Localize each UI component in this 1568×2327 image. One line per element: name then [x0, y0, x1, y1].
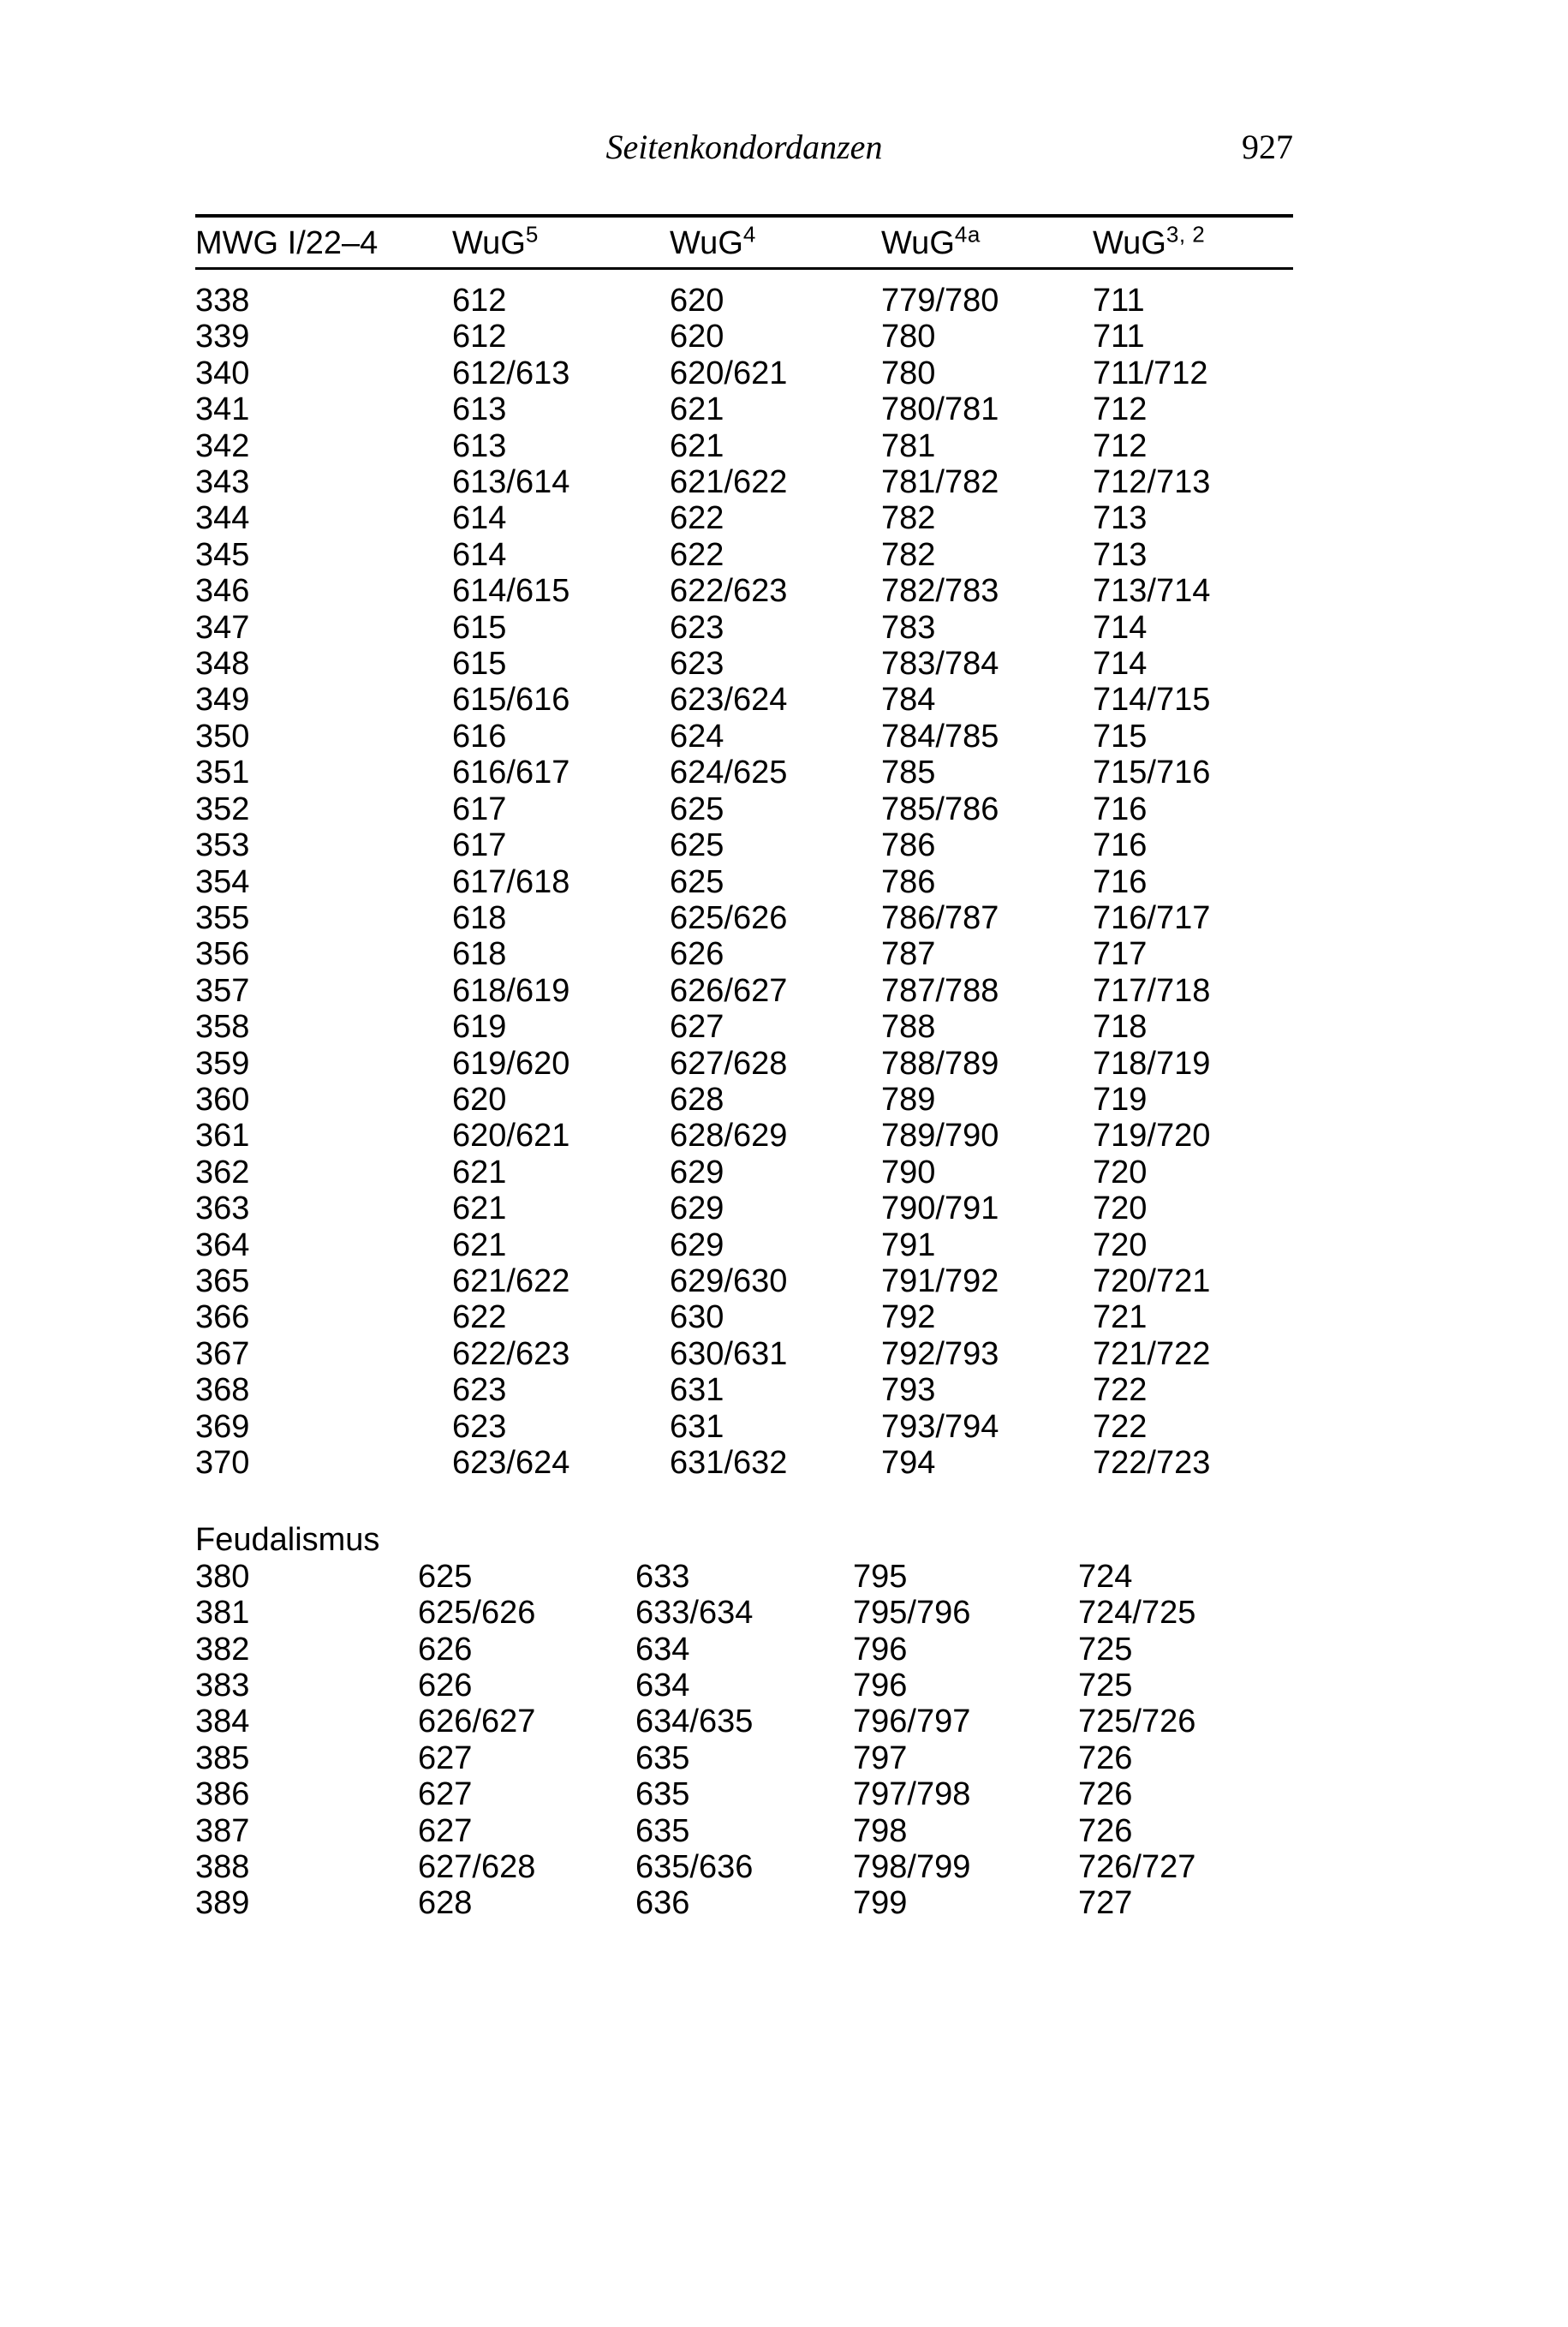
cell: 722/723	[1093, 1445, 1211, 1481]
cell: 629/630	[670, 1262, 788, 1299]
cell: 780	[881, 319, 936, 355]
running-head	[195, 128, 1293, 173]
cell: 363	[195, 1190, 250, 1227]
cell: 348	[195, 646, 250, 683]
cell: 617	[452, 827, 507, 864]
cell: 615/616	[452, 682, 570, 719]
cell: 623	[670, 609, 724, 646]
cell: 389	[195, 1885, 250, 1922]
cell: 619/620	[452, 1045, 570, 1082]
cell: 370	[195, 1445, 250, 1481]
table-row	[195, 1009, 1293, 1045]
cell: 344	[195, 500, 250, 537]
table-row	[195, 719, 1293, 755]
table-row	[195, 1336, 1293, 1372]
cell: 722	[1093, 1408, 1148, 1445]
cell: 792	[881, 1299, 936, 1336]
cell: 349	[195, 682, 250, 719]
cell: 627	[418, 1739, 473, 1776]
table-row	[195, 1409, 1293, 1445]
cell: 631	[670, 1408, 724, 1445]
cell: 383	[195, 1668, 250, 1704]
table-header-rule	[195, 267, 1293, 270]
cell: 624/625	[670, 755, 788, 791]
table-row	[195, 1046, 1293, 1082]
cell: 620	[452, 1081, 507, 1118]
cell: 621	[452, 1190, 507, 1227]
cell: 623	[670, 646, 724, 683]
cell: 388	[195, 1849, 250, 1886]
column-header-superscript: 4a	[954, 221, 981, 248]
cell: 617/618	[452, 863, 570, 900]
cell: 633	[635, 1558, 690, 1595]
table-row	[195, 1813, 1293, 1849]
cell: 630	[670, 1299, 724, 1336]
cell: 712	[1093, 427, 1148, 464]
cell: 368	[195, 1372, 250, 1409]
column-header	[670, 221, 881, 262]
cell: 787/788	[881, 972, 999, 1009]
cell: 339	[195, 319, 250, 355]
cell: 341	[195, 391, 250, 428]
cell: 623	[452, 1408, 507, 1445]
cell: 627/628	[670, 1045, 788, 1082]
table-row	[195, 1299, 1293, 1335]
cell: 634	[635, 1631, 690, 1668]
cell: 715	[1093, 718, 1148, 755]
cell: 626/627	[418, 1703, 536, 1740]
cell: 635	[635, 1812, 690, 1849]
cell: 624	[670, 718, 724, 755]
cell: 795/796	[853, 1595, 971, 1632]
column-header-superscript: 5	[525, 221, 539, 248]
table-row	[195, 1559, 1293, 1595]
cell: 792/793	[881, 1335, 999, 1372]
cell: 623	[452, 1372, 507, 1409]
table-row	[195, 1155, 1293, 1190]
cell: 796	[853, 1631, 908, 1668]
table-row	[195, 428, 1293, 464]
section-heading: Feudalismus	[195, 1522, 380, 1559]
cell: 621/622	[452, 1262, 570, 1299]
page-number: 927	[1242, 128, 1293, 166]
cell: 386	[195, 1776, 250, 1813]
cell: 721	[1093, 1299, 1148, 1336]
cell: 626	[418, 1631, 473, 1668]
cell: 720	[1093, 1154, 1148, 1190]
cell: 615	[452, 609, 507, 646]
cell: 618	[452, 899, 507, 936]
cell: 628	[418, 1885, 473, 1922]
cell: 780/781	[881, 391, 999, 428]
cell: 612	[452, 283, 507, 319]
cell: 380	[195, 1558, 250, 1595]
cell: 796/797	[853, 1703, 971, 1740]
concordance-table-body	[195, 283, 1293, 1922]
cell: 633/634	[635, 1595, 754, 1632]
table-row	[195, 1740, 1293, 1776]
column-header-label: WuG	[1093, 225, 1166, 261]
table-row	[195, 610, 1293, 646]
table-header-row	[195, 221, 1293, 262]
column-header-superscript: 4	[742, 221, 756, 248]
cell: 786	[881, 863, 936, 900]
table-row	[195, 973, 1293, 1009]
cell: 625/626	[670, 899, 788, 936]
cell: 781/782	[881, 464, 999, 501]
table-row	[195, 283, 1293, 319]
cell: 628	[670, 1081, 724, 1118]
cell: 382	[195, 1631, 250, 1668]
cell: 625	[670, 791, 724, 827]
cell: 720/721	[1093, 1262, 1211, 1299]
cell: 613	[452, 391, 507, 428]
table-row	[195, 791, 1293, 827]
cell: 347	[195, 609, 250, 646]
cell: 799	[853, 1885, 908, 1922]
cell: 782	[881, 536, 936, 573]
cell: 613	[452, 427, 507, 464]
cell: 713/714	[1093, 573, 1211, 610]
cell: 712	[1093, 391, 1148, 428]
cell: 716	[1093, 827, 1148, 864]
cell: 618/619	[452, 972, 570, 1009]
cell: 616	[452, 718, 507, 755]
cell: 627	[418, 1812, 473, 1849]
cell: 621	[452, 1154, 507, 1190]
cell: 351	[195, 755, 250, 791]
table-row	[195, 1703, 1293, 1739]
table-row	[195, 500, 1293, 536]
cell: 621	[670, 427, 724, 464]
cell: 621/622	[670, 464, 788, 501]
table-top-rule	[195, 214, 1293, 218]
cell: 724/725	[1078, 1595, 1196, 1632]
cell: 711/712	[1093, 355, 1208, 391]
cell: 621	[452, 1226, 507, 1263]
cell: 726	[1078, 1812, 1133, 1849]
cell: 369	[195, 1408, 250, 1445]
cell: 354	[195, 863, 250, 900]
cell: 716	[1093, 863, 1148, 900]
cell: 726/727	[1078, 1849, 1196, 1886]
cell: 358	[195, 1009, 250, 1046]
cell: 614/615	[452, 573, 570, 610]
table-row	[195, 1227, 1293, 1263]
cell: 614	[452, 500, 507, 537]
cell: 635	[635, 1776, 690, 1813]
cell: 621	[670, 391, 724, 428]
cell: 789	[881, 1081, 936, 1118]
table-row	[195, 1263, 1293, 1299]
cell: 622	[452, 1299, 507, 1336]
cell: 628/629	[670, 1118, 788, 1155]
cell: 620	[670, 283, 724, 319]
table-row	[195, 936, 1293, 972]
table-row	[195, 537, 1293, 573]
table-row	[195, 1632, 1293, 1668]
cell: 625	[418, 1558, 473, 1595]
cell: 784/785	[881, 718, 999, 755]
table-row	[195, 1849, 1293, 1885]
cell: 785	[881, 755, 936, 791]
cell: 612/613	[452, 355, 570, 391]
cell: 717	[1093, 936, 1148, 973]
cell: 786/787	[881, 899, 999, 936]
table-row	[195, 1776, 1293, 1812]
cell: 788/789	[881, 1045, 999, 1082]
section-gap	[195, 1481, 1293, 1522]
column-header	[195, 224, 452, 262]
cell: 355	[195, 899, 250, 936]
table-row	[195, 464, 1293, 500]
cell: 783/784	[881, 646, 999, 683]
cell: 622	[670, 536, 724, 573]
cell: 795	[853, 1558, 908, 1595]
cell: 340	[195, 355, 250, 391]
cell: 779/780	[881, 283, 999, 319]
cell: 626/627	[670, 972, 788, 1009]
table-row	[195, 1885, 1293, 1921]
cell: 716	[1093, 791, 1148, 827]
table-row	[195, 1445, 1293, 1481]
cell: 338	[195, 283, 250, 319]
cell: 623/624	[452, 1445, 570, 1481]
cell: 711	[1093, 319, 1145, 355]
cell: 622/623	[452, 1335, 570, 1372]
cell: 721/722	[1093, 1335, 1211, 1372]
column-header-label: WuG	[670, 225, 743, 261]
cell: 798	[853, 1812, 908, 1849]
cell: 622/623	[670, 573, 788, 610]
cell: 727	[1078, 1885, 1133, 1922]
table-row	[195, 355, 1293, 391]
cell: 384	[195, 1703, 250, 1740]
table-row	[195, 827, 1293, 863]
cell: 780	[881, 355, 936, 391]
table-row	[195, 1118, 1293, 1154]
cell: 625	[670, 863, 724, 900]
table-row	[195, 682, 1293, 718]
cell: 364	[195, 1226, 250, 1263]
cell: 365	[195, 1262, 250, 1299]
column-header-label: WuG	[452, 225, 526, 261]
cell: 620	[670, 319, 724, 355]
page-title: Seitenkondordanzen	[605, 128, 883, 166]
cell: 385	[195, 1739, 250, 1776]
cell: 793	[881, 1372, 936, 1409]
cell: 724	[1078, 1558, 1133, 1595]
cell: 627	[670, 1009, 724, 1046]
cell: 793/794	[881, 1408, 999, 1445]
cell: 631	[670, 1372, 724, 1409]
cell: 629	[670, 1154, 724, 1190]
cell: 725	[1078, 1668, 1133, 1704]
cell: 719/720	[1093, 1118, 1211, 1155]
cell: 714/715	[1093, 682, 1211, 719]
cell: 361	[195, 1118, 250, 1155]
cell: 789/790	[881, 1118, 999, 1155]
cell: 616/617	[452, 755, 570, 791]
cell: 713	[1093, 536, 1148, 573]
table-row	[195, 1190, 1293, 1226]
cell: 626	[670, 936, 724, 973]
table-row	[195, 391, 1293, 427]
cell: 725/726	[1078, 1703, 1196, 1740]
cell: 362	[195, 1154, 250, 1190]
cell: 619	[452, 1009, 507, 1046]
cell: 718	[1093, 1009, 1148, 1046]
cell: 716/717	[1093, 899, 1211, 936]
cell: 717/718	[1093, 972, 1211, 1009]
cell: 343	[195, 464, 250, 501]
cell: 790/791	[881, 1190, 999, 1227]
cell: 387	[195, 1812, 250, 1849]
cell: 714	[1093, 646, 1148, 683]
cell: 786	[881, 827, 936, 864]
cell: 718/719	[1093, 1045, 1211, 1082]
cell: 787	[881, 936, 936, 973]
cell: 797	[853, 1739, 908, 1776]
cell: 627	[418, 1776, 473, 1813]
column-header-label: MWG I/22–4	[195, 225, 379, 261]
column-header-superscript: 3, 2	[1166, 221, 1206, 248]
cell: 713	[1093, 500, 1148, 537]
cell: 797/798	[853, 1776, 971, 1813]
cell: 798/799	[853, 1849, 971, 1886]
cell: 625	[670, 827, 724, 864]
cell: 720	[1093, 1190, 1148, 1227]
cell: 634	[635, 1668, 690, 1704]
cell: 622	[670, 500, 724, 537]
table-row	[195, 900, 1293, 936]
column-header	[1093, 221, 1293, 262]
cell: 630/631	[670, 1335, 788, 1372]
cell: 352	[195, 791, 250, 827]
cell: 794	[881, 1445, 936, 1481]
cell: 612	[452, 319, 507, 355]
cell: 620/621	[670, 355, 788, 391]
cell: 796	[853, 1668, 908, 1704]
cell: 791	[881, 1226, 936, 1263]
cell: 785/786	[881, 791, 999, 827]
cell: 722	[1093, 1372, 1148, 1409]
table-row	[195, 1668, 1293, 1703]
cell: 715/716	[1093, 755, 1211, 791]
cell: 711	[1093, 283, 1145, 319]
table-row	[195, 1372, 1293, 1408]
cell: 720	[1093, 1226, 1148, 1263]
cell: 782/783	[881, 573, 999, 610]
cell: 635	[635, 1739, 690, 1776]
cell: 725	[1078, 1631, 1133, 1668]
cell: 615	[452, 646, 507, 683]
cell: 620/621	[452, 1118, 570, 1155]
cell: 781	[881, 427, 936, 464]
cell: 726	[1078, 1739, 1133, 1776]
cell: 381	[195, 1595, 250, 1632]
cell: 790	[881, 1154, 936, 1190]
table-row	[195, 646, 1293, 682]
cell: 618	[452, 936, 507, 973]
cell: 627/628	[418, 1849, 536, 1886]
table-row	[195, 1595, 1293, 1631]
cell: 350	[195, 718, 250, 755]
cell: 625/626	[418, 1595, 536, 1632]
cell: 782	[881, 500, 936, 537]
table-row	[195, 755, 1293, 791]
cell: 636	[635, 1885, 690, 1922]
cell: 712/713	[1093, 464, 1211, 501]
cell: 367	[195, 1335, 250, 1372]
cell: 634/635	[635, 1703, 754, 1740]
cell: 629	[670, 1226, 724, 1263]
cell: 788	[881, 1009, 936, 1046]
cell: 357	[195, 972, 250, 1009]
cell: 626	[418, 1668, 473, 1704]
cell: 356	[195, 936, 250, 973]
cell: 359	[195, 1045, 250, 1082]
column-header-label: WuG	[881, 225, 955, 261]
cell: 360	[195, 1081, 250, 1118]
table-row	[195, 573, 1293, 609]
cell: 629	[670, 1190, 724, 1227]
cell: 635/636	[635, 1849, 754, 1886]
table-row	[195, 319, 1293, 355]
column-header	[881, 221, 1093, 262]
table-row	[195, 1082, 1293, 1118]
cell: 617	[452, 791, 507, 827]
cell: 346	[195, 573, 250, 610]
cell: 631/632	[670, 1445, 788, 1481]
cell: 345	[195, 536, 250, 573]
cell: 353	[195, 827, 250, 864]
cell: 623/624	[670, 682, 788, 719]
cell: 783	[881, 609, 936, 646]
table-row	[195, 864, 1293, 900]
cell: 791/792	[881, 1262, 999, 1299]
cell: 714	[1093, 609, 1148, 646]
cell: 614	[452, 536, 507, 573]
column-header	[452, 221, 670, 262]
cell: 366	[195, 1299, 250, 1336]
cell: 613/614	[452, 464, 570, 501]
cell: 719	[1093, 1081, 1148, 1118]
cell: 342	[195, 427, 250, 464]
cell: 784	[881, 682, 936, 719]
cell: 726	[1078, 1776, 1133, 1813]
